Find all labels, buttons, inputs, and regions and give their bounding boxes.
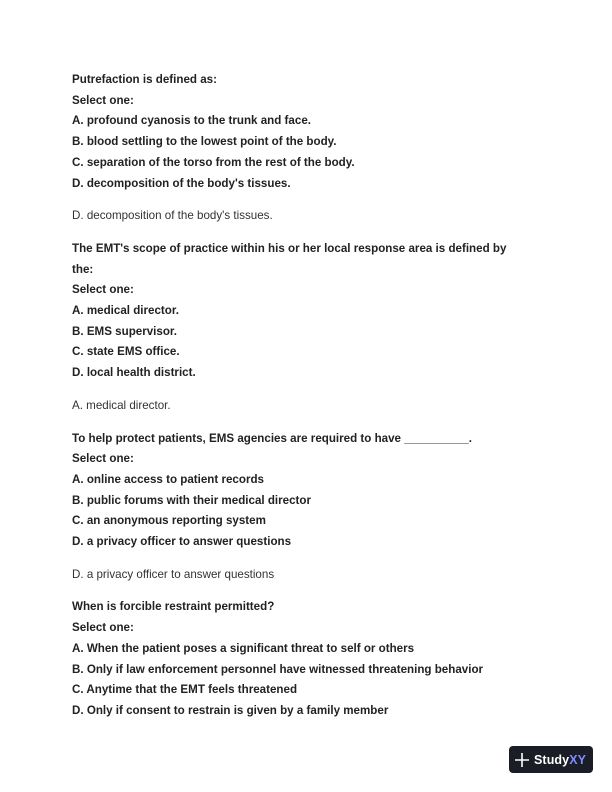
question-4-text: When is forcible restraint permitted?	[72, 600, 275, 614]
question-2-select-prompt: Select one:	[72, 283, 134, 297]
question-3-option-d: D. a privacy officer to answer questions	[72, 535, 292, 549]
question-3-option-a: A. online access to patient records	[72, 472, 264, 486]
question-4-option-c: C. Anytime that the EMT feels threatened	[72, 683, 298, 697]
question-1-option-b: B. blood settling to the lowest point of the body.	[72, 135, 337, 149]
question-2	[72, 239, 542, 417]
brand-wordmark	[534, 753, 586, 767]
question-3-option-b: B. public forums with their medical director	[72, 493, 311, 507]
question-2-option-a: A. medical director.	[72, 304, 179, 318]
question-4-option-a: A. When the patient poses a significant threat to self or others	[72, 641, 415, 655]
question-1-option-d: D. decomposition of the body's tissues.	[72, 176, 291, 190]
question-1	[72, 70, 542, 227]
question-1-select-prompt: Select one:	[72, 93, 134, 107]
question-3-option-c: C. an anonymous reporting system	[72, 514, 266, 528]
studyxy-logo-badge[interactable]	[509, 746, 593, 773]
question-4-select-prompt: Select one:	[72, 621, 134, 635]
question-3-text: To help protect patients, EMS agencies are required to have __________.	[72, 431, 472, 445]
question-2-answer: A. medical director.	[72, 398, 171, 412]
question-4-option-d: D. Only if consent to restrain is given by a family member	[72, 703, 389, 717]
brand-word-accent: XY	[569, 752, 587, 767]
question-4	[72, 597, 542, 721]
question-4-option-b: B. Only if law enforcement personnel have witnessed threatening behavior	[72, 662, 484, 676]
question-2-text-line-2: the:	[72, 262, 94, 276]
question-1-text: Putrefaction is defined as:	[72, 73, 217, 86]
plus-icon	[515, 753, 529, 767]
question-3-answer: D. a privacy officer to answer questions	[72, 567, 275, 581]
question-3-select-prompt: Select one:	[72, 452, 134, 466]
question-2-text-line-1: The EMT's scope of practice within his or her local response area is defined by	[72, 241, 507, 255]
question-1-option-a: A. profound cyanosis to the trunk and face.	[72, 114, 311, 128]
question-2-option-b: B. EMS supervisor.	[72, 324, 178, 338]
question-2-option-c: C. state EMS office.	[72, 345, 180, 359]
document-body	[72, 70, 542, 722]
brand-word-main: Study	[534, 752, 570, 767]
question-1-option-c: C. separation of the torso from the rest of the body.	[72, 155, 355, 169]
question-2-option-d: D. local health district.	[72, 366, 196, 380]
question-3	[72, 429, 542, 586]
question-1-answer: D. decomposition of the body's tissues.	[72, 209, 273, 223]
